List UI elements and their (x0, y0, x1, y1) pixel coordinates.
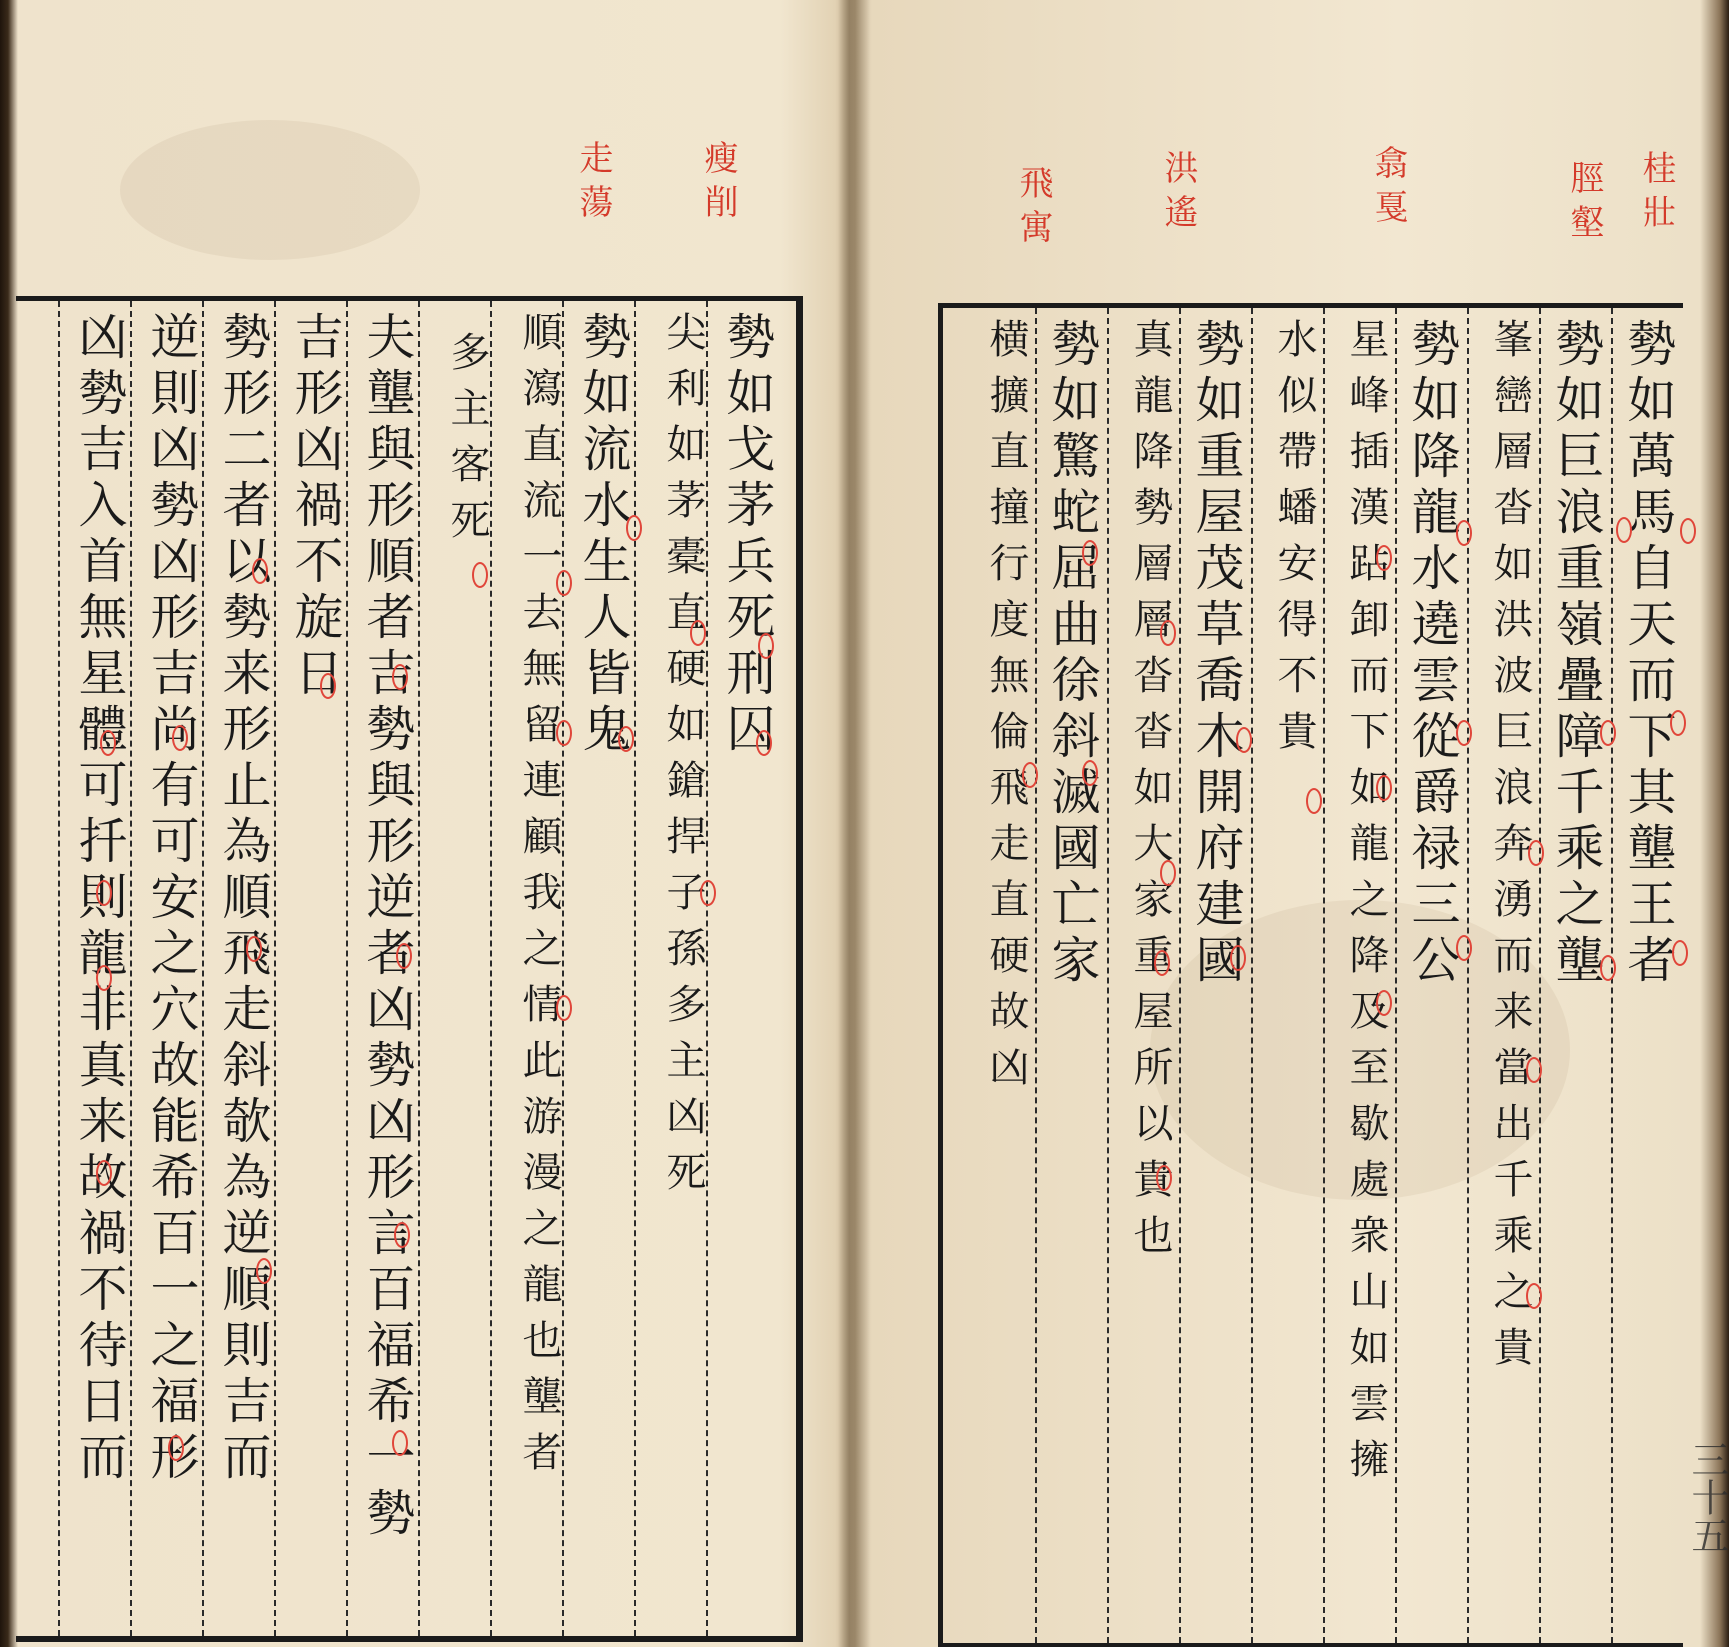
red-punctuation-mark (320, 673, 336, 699)
red-punctuation-mark (1160, 860, 1176, 886)
column-rule (274, 301, 276, 1636)
red-annotation: 瘦削 (698, 140, 738, 228)
column-rule (1035, 308, 1037, 1643)
red-punctuation-mark (392, 1430, 408, 1456)
red-punctuation-mark (1600, 720, 1616, 746)
red-punctuation-mark (758, 633, 774, 659)
text-column: 勢如流水生人皆鬼 (575, 311, 632, 759)
red-punctuation-mark (700, 880, 716, 906)
text-column: 勢如戈茅兵死刑囚 (719, 311, 776, 759)
red-punctuation-mark (1672, 940, 1688, 966)
red-punctuation-mark (96, 965, 112, 991)
red-punctuation-mark (1236, 727, 1252, 753)
red-punctuation-mark (556, 570, 572, 596)
column-rule (418, 301, 420, 1636)
text-column: 峯巒層沓如洪波巨浪奔湧而来當出千乘之貴 (1487, 318, 1533, 1382)
text-column: 横擴直撞行度無倫飛走直硬故凶 (983, 318, 1029, 1102)
red-punctuation-mark (1082, 540, 1098, 566)
red-punctuation-mark (556, 720, 572, 746)
red-punctuation-mark (1160, 620, 1176, 646)
red-punctuation-mark (96, 880, 112, 906)
red-punctuation-mark (1082, 760, 1098, 786)
text-column: 真龍降勢層層沓沓如大家重屋所以貴也 (1127, 318, 1173, 1270)
red-punctuation-mark (1156, 1165, 1172, 1191)
red-punctuation-mark (472, 562, 488, 588)
red-punctuation-mark (1456, 520, 1472, 546)
red-punctuation-mark (1526, 1283, 1542, 1309)
text-column: 夫壟與形順者吉勢與形逆者凶勢凶形言百福希一勢 (359, 311, 416, 1543)
red-annotation: 飛寓 (1013, 165, 1053, 253)
red-punctuation-mark (1616, 517, 1632, 543)
red-punctuation-mark (1154, 950, 1170, 976)
text-column: 勢如巨浪重嶺疊障千乘之壟 (1548, 318, 1605, 990)
red-punctuation-mark (252, 558, 268, 584)
red-punctuation-mark (168, 1435, 184, 1461)
text-column: 勢如降龍水遶雲從爵禄三公 (1404, 318, 1461, 990)
column-rule (634, 301, 636, 1636)
red-punctuation-mark (172, 725, 188, 751)
column-rule (58, 301, 60, 1636)
column-rule (1539, 308, 1541, 1643)
red-punctuation-mark (392, 664, 408, 690)
column-rule (1323, 308, 1325, 1643)
red-annotation: 走蕩 (573, 140, 613, 228)
column-rule (1467, 308, 1469, 1643)
red-punctuation-mark (1376, 990, 1392, 1016)
left-page (0, 0, 850, 1647)
text-column: 勢如驚蛇屈曲徐斜滅國亡家 (1044, 318, 1101, 990)
text-frame (16, 296, 803, 1642)
column-rule (130, 301, 132, 1636)
red-punctuation-mark (1306, 788, 1322, 814)
red-punctuation-mark (96, 1160, 112, 1186)
red-punctuation-mark (1376, 545, 1392, 571)
text-column: 星峰插漢跕卸而下如龍之降及至歇處衆山如雲擁 (1343, 318, 1389, 1494)
column-rule (1179, 308, 1181, 1643)
red-punctuation-mark (246, 936, 262, 962)
red-punctuation-mark (1022, 762, 1038, 788)
red-punctuation-mark (618, 726, 634, 752)
red-punctuation-mark (1528, 840, 1544, 866)
red-punctuation-mark (626, 515, 642, 541)
red-punctuation-mark (1456, 935, 1472, 961)
column-rule (346, 301, 348, 1636)
text-frame (938, 303, 1683, 1647)
red-punctuation-mark (396, 943, 412, 969)
text-column: 尖利如茅橐直硬如鎗捍子孫多主凶死 (660, 311, 706, 1207)
red-punctuation-mark (394, 1222, 410, 1248)
red-annotation: 洪遙 (1158, 150, 1198, 238)
text-column: 勢如重屋茂草喬木開府建國 (1188, 318, 1245, 990)
red-punctuation-mark (1456, 720, 1472, 746)
folio-number: 三十五 (1685, 1440, 1729, 1554)
column-rule (1107, 308, 1109, 1643)
right-page (850, 0, 1729, 1647)
text-column: 勢形二者以勢来形止為順飛走斜欹為逆順則吉而 (215, 311, 272, 1487)
red-punctuation-mark (690, 620, 706, 646)
text-column: 凶勢吉入首無星體可扦則龍非真来故禍不待日而 (71, 311, 128, 1487)
text-column: 順瀉直流一去無留連顧我之情此游漫之龍也壟者 (516, 311, 562, 1487)
column-rule (1251, 308, 1253, 1643)
red-punctuation-mark (756, 730, 772, 756)
text-column: 多主客死 (444, 331, 490, 555)
red-annotation: 脛壑 (1564, 160, 1604, 248)
column-rule (202, 301, 204, 1636)
red-punctuation-mark (1600, 955, 1616, 981)
red-punctuation-mark (256, 1258, 272, 1284)
red-punctuation-mark (100, 730, 116, 756)
red-punctuation-mark (1526, 1057, 1542, 1083)
text-column: 勢如萬馬自天而下其壟王者 (1620, 318, 1677, 990)
text-column: 逆則凶勢凶形吉尚有可安之穴故能希百一之福形 (143, 311, 200, 1487)
red-punctuation-mark (556, 995, 572, 1021)
red-annotation: 翕戛 (1368, 145, 1408, 233)
column-rule (1395, 308, 1397, 1643)
text-column: 水似帶蟠安得不貴 (1271, 318, 1317, 766)
red-punctuation-mark (1680, 518, 1696, 544)
paper-stain (120, 120, 420, 260)
red-annotation: 桂壯 (1636, 150, 1676, 238)
red-punctuation-mark (1670, 710, 1686, 736)
red-punctuation-mark (1230, 945, 1246, 971)
text-column: 吉形凶禍不旋日 (287, 311, 344, 703)
red-punctuation-mark (1376, 775, 1392, 801)
